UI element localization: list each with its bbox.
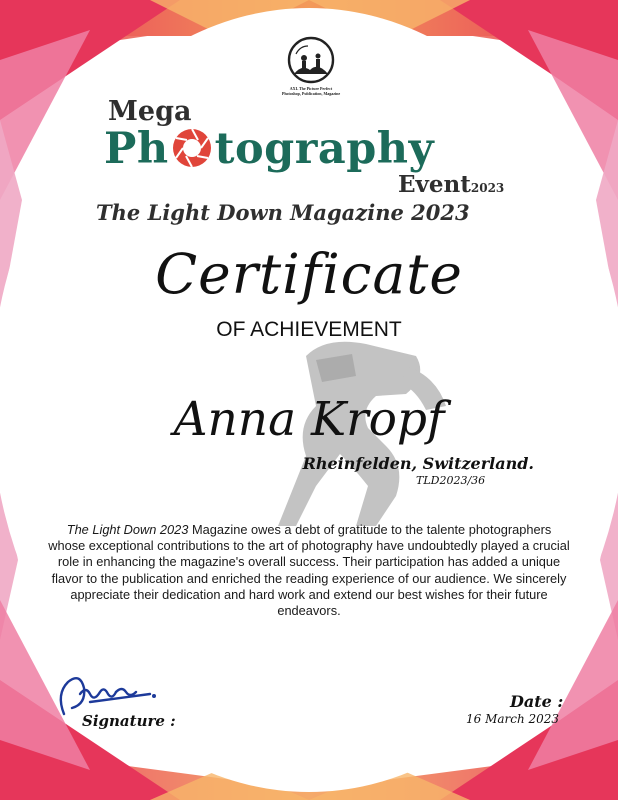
- certificate-reference: TLD2023/36: [416, 474, 486, 487]
- event-mega: Mega: [108, 96, 192, 127]
- event-year: 2023: [470, 181, 505, 195]
- event-photography: [104, 124, 434, 174]
- camera-aperture-icon: [170, 126, 214, 170]
- photography-prefix: Ph: [104, 124, 169, 174]
- body-lead: The Light Down 2023: [66, 522, 189, 537]
- magazine-title: The Light Down Magazine 2023: [96, 200, 470, 225]
- date-value: 16 March 2023: [466, 712, 560, 726]
- photography-suffix: tography: [214, 124, 435, 174]
- certificate-body-text: [48, 522, 570, 619]
- logo-title: AXL The Picture Perfect: [289, 86, 333, 91]
- logo-tagline: Photoshop, Publication, Magazine: [281, 91, 341, 96]
- recipient-name: Anna Kropf: [173, 392, 445, 447]
- event-word: Event: [398, 171, 471, 198]
- body-text: Magazine owes a debt of gratitude to the talente photographers whose exceptional contributions to the art of photography have undoubtedly played a crucial role in enhancing the magazine's overall success. Their participation has added a unique flavor to the publication and enriched the reading experience of our audience. We sincerely appreciate their dedication and hard work and extend our best wishes for their future endeavors.: [48, 522, 570, 619]
- certificate-subtitle: OF ACHIEVEMENT: [216, 318, 402, 341]
- event-label: [398, 171, 504, 198]
- date-label: Date :: [510, 692, 564, 711]
- recipient-location: Rheinfelden, Switzerland.: [302, 454, 534, 473]
- logo-text: [262, 86, 360, 96]
- signature-label: Signature :: [82, 712, 176, 730]
- certificate-title: Certificate: [155, 242, 463, 306]
